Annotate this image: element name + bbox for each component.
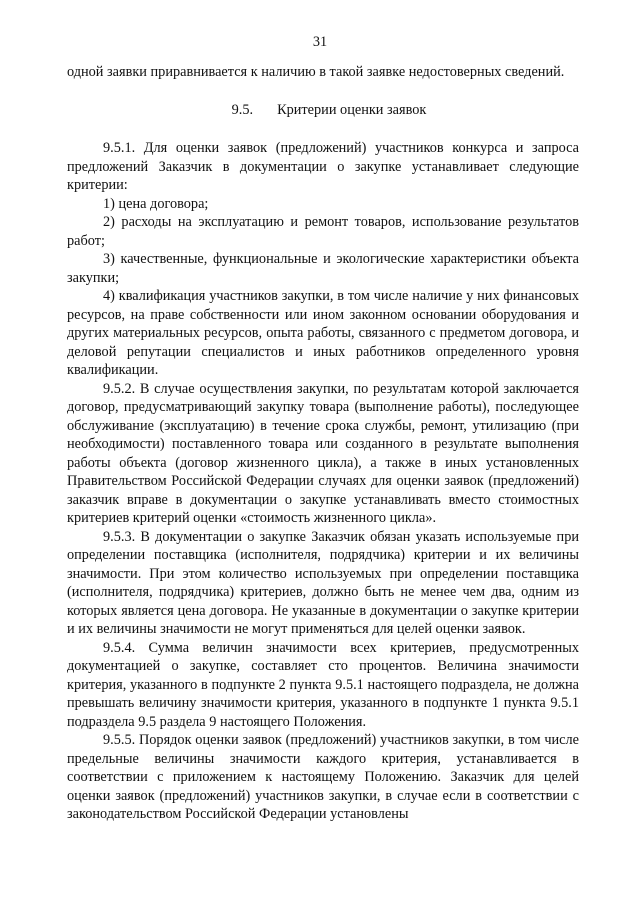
section-heading — [67, 101, 579, 120]
opening-paragraph: одной заявки приравнивается к наличию в такой заявке недостоверных сведений. — [67, 64, 565, 80]
criterion-item-4: 4) квалификация участников закупки, в том числе наличие у них финансовых ресурсов, на праве собственности или ином законном основании оборудования и других материальных ресурсов, опыта работы, связанного с предметом договора, и деловой репутации специалистов и иных работников определенного уровня квалификации. — [67, 288, 579, 378]
section-number: 9.5. — [231, 101, 254, 118]
criterion-item-2: 2) расходы на эксплуатацию и ремонт товаров, использование результатов работ; — [67, 214, 579, 249]
document-body — [67, 63, 579, 824]
paragraph-9-5-3: 9.5.3. В документации о закупке Заказчик обязан указать используемые при определении поставщика (исполнителя, подрядчика) критерии и их величины значимости. При этом количество используемых при определении поставщика (исполнителя, подрядчика) критериев, должно быть не менее чем два, одним из которых является цена договора. Не указанные в документации о закупке критерии и их величины значимости не могут применяться для целей оценки заявок. — [67, 528, 579, 637]
criterion-item-1: 1) цена договора; — [103, 195, 209, 212]
paragraph-9-5-2: 9.5.2. В случае осуществления закупки, по результатам которой заключается договор, предусматривающий закупку товара (выполнение работы), последующее обслуживание (эксплуатацию) в течение срока службы, ремонт, утилизацию (при необходимости) поставленного товара или созданного в результате выполнения работы объекта (договор жизненного цикла), а также в иных установленных Правительством Российской Федерации случаях для оценки заявок (предложений) заказчик вправе в документации о закупке устанавливать вместо стоимостных критериев критерий оценки «стоимость жизненного цикла». — [67, 380, 579, 526]
paragraph-9-5-1: 9.5.1. Для оценки заявок (предложений) участников конкурса и запроса предложений Заказчик в документации о закупке устанавливает следующие критерии: — [67, 140, 579, 193]
criterion-item-3: 3) качественные, функциональные и экологические характеристики объекта закупки; — [67, 251, 579, 286]
page-number: 31 — [312, 34, 328, 50]
paragraph-9-5-4: 9.5.4. Сумма величин значимости всех критериев, предусмотренных документацией о закупке, составляет сто процентов. Величина значимости критерия, указанного в подпункте 2 пункта 9.5.1 настоящего подраздела, не должна превышать величину значимости критерия, указанного в подпункте 1 пункта 9.5.1 подраздела 9.5 раздела 9 настоящего Положения. — [67, 639, 579, 730]
paragraph-9-5-5: 9.5.5. Порядок оценки заявок (предложений) участников закупки, в том числе предельные величины значимости каждого критерия, устанавливается в соответствии с приложением к настоящему Положению. Заказчик для целей оценки заявок (предложений) участников закупки, в случае если в соответствии с законодательством Российской Федерации установлены — [67, 732, 579, 822]
section-title: Критерии оценки заявок — [277, 101, 427, 118]
